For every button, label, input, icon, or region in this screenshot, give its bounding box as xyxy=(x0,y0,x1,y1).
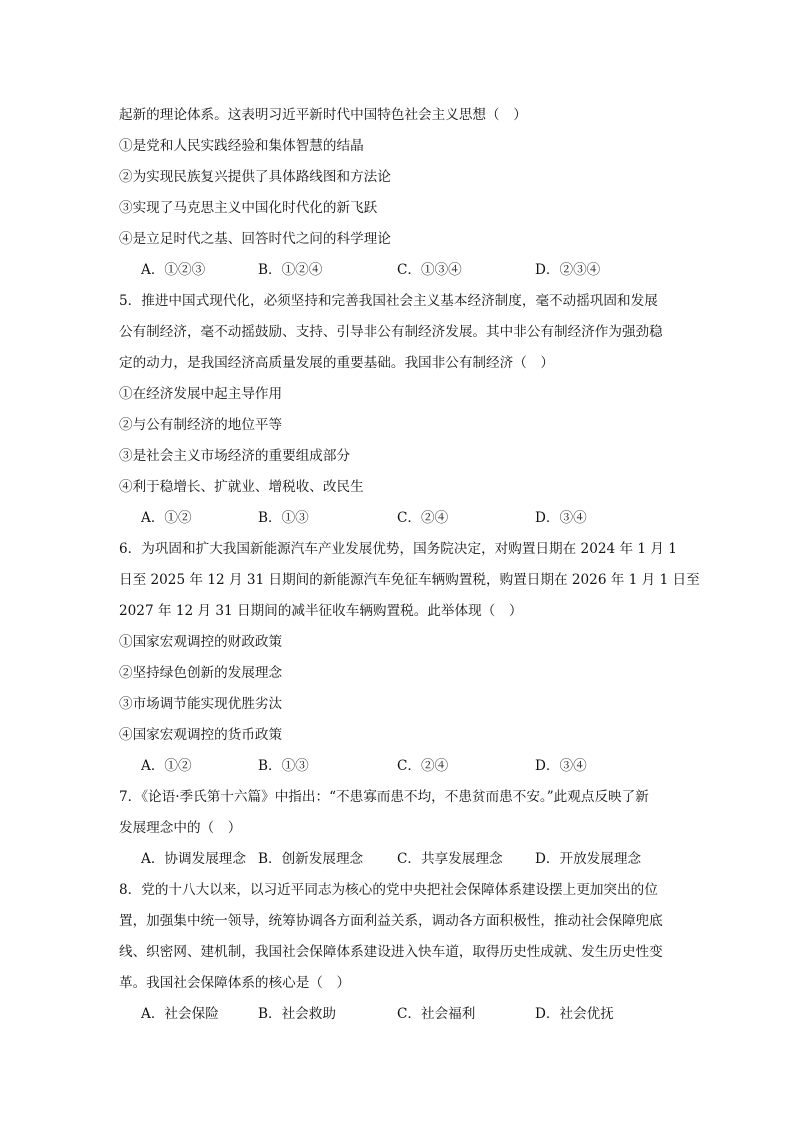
q7-options xyxy=(119,844,679,875)
q4-options xyxy=(119,255,679,286)
q5-item-2: ②与公有制经济的地位平等 xyxy=(119,417,283,433)
q5-options xyxy=(119,503,679,534)
q8-option-b[interactable]: B．社会救助 xyxy=(258,1006,336,1022)
q8-option-d[interactable]: D．社会优抚 xyxy=(535,1006,614,1022)
q4-option-b[interactable]: B．①②④ xyxy=(258,262,323,278)
q5-option-c[interactable]: C．②④ xyxy=(397,510,449,526)
q6-stem-line: 6．为巩固和扩大我国新能源汽车产业发展优势，国务院决定，对购置日期在 2024 年 1 月 1 xyxy=(119,541,677,557)
q6-option-b[interactable]: B．①③ xyxy=(258,758,309,774)
q4-option-d[interactable]: D．②③④ xyxy=(535,262,601,278)
question-list xyxy=(119,100,700,1030)
q7-option-b[interactable]: B．创新发展理念 xyxy=(258,851,364,867)
q5-stem-line: 公有制经济，毫不动摇鼓励、支持、引导非公有制经济发展。其中非公有制经济作为强劲稳 xyxy=(119,324,663,340)
q5-item-3: ③是社会主义市场经济的重要组成部分 xyxy=(119,448,351,464)
q6-option-c[interactable]: C．②④ xyxy=(397,758,449,774)
q4-option-c[interactable]: C．①③④ xyxy=(397,262,462,278)
q8-option-a[interactable]: A．社会保险 xyxy=(141,1006,219,1022)
q7-option-a[interactable]: A．协调发展理念 xyxy=(141,851,246,867)
q8-option-c[interactable]: C．社会福利 xyxy=(397,1006,476,1022)
q5-item-4: ④利于稳增长、扩就业、增税收、改民生 xyxy=(119,479,364,495)
q6-item-1: ①国家宏观调控的财政政策 xyxy=(119,634,283,650)
q6-stem-line: 日至 2025 年 12 月 31 日期间的新能源汽车免征车辆购置税，购置日期在 2026 年 1 月 1 日至 xyxy=(119,572,700,588)
q7-stem-line: 发展理念中的（ ） xyxy=(119,820,242,836)
q5-stem-line: 定的动力，是我国经济高质量发展的重要基础。我国非公有制经济（ ） xyxy=(119,355,554,371)
q6-item-4: ④国家宏观调控的货币政策 xyxy=(119,727,283,743)
q4-option-a[interactable]: A．①②③ xyxy=(141,262,206,278)
q6-item-2: ②坚持绿色创新的发展理念 xyxy=(119,665,283,681)
q5-stem-line: 5．推进中国式现代化，必须坚持和完善我国社会主义基本经济制度，毫不动摇巩固和发展 xyxy=(119,293,658,309)
q7-option-c[interactable]: C．共享发展理念 xyxy=(397,851,503,867)
q5-option-d[interactable]: D．③④ xyxy=(535,510,587,526)
q4-item-2: ②为实现民族复兴提供了具体路线图和方法论 xyxy=(119,169,391,185)
q8-stem-line: 革。我国社会保障体系的核心是（ ） xyxy=(119,975,351,991)
q8-stem-line: 8．党的十八大以来，以习近平同志为核心的党中央把社会保障体系建设摆上更加突出的位 xyxy=(119,882,658,898)
q4-stem-line: 起新的理论体系。这表明习近平新时代中国特色社会主义思想（ ） xyxy=(119,107,527,123)
q6-item-3: ③市场调节能实现优胜劣汰 xyxy=(119,696,283,712)
q6-option-a[interactable]: A．①② xyxy=(141,758,192,774)
q6-stem-line: 2027 年 12 月 31 日期间的减半征收车辆购置税。此举体现（ ） xyxy=(119,603,523,619)
q7-stem-line: 7．《论语·季氏第十六篇》中指出：“不患寡而患不均，不患贫而患不安。”此观点反映了新 xyxy=(119,789,649,805)
q4-item-4: ④是立足时代之基、回答时代之问的科学理论 xyxy=(119,231,391,247)
q7-option-d[interactable]: D．开放发展理念 xyxy=(535,851,642,867)
q5-item-1: ①在经济发展中起主导作用 xyxy=(119,386,283,402)
q4-item-1: ①是党和人民实践经验和集体智慧的结晶 xyxy=(119,138,364,154)
q6-option-d[interactable]: D．③④ xyxy=(535,758,587,774)
q5-option-a[interactable]: A．①② xyxy=(141,510,192,526)
q4-item-3: ③实现了马克思主义中国化时代化的新飞跃 xyxy=(119,200,378,216)
q6-options xyxy=(119,751,679,782)
q8-options xyxy=(119,999,679,1030)
q8-stem-line: 线、织密网、建机制，我国社会保障体系建设进入快车道，取得历史性成就、发生历史性变 xyxy=(119,944,663,960)
q8-stem-line: 置，加强集中统一领导，统筹协调各方面利益关系，调动各方面积极性，推动社会保障兜底 xyxy=(119,913,663,929)
q5-option-b[interactable]: B．①③ xyxy=(258,510,309,526)
